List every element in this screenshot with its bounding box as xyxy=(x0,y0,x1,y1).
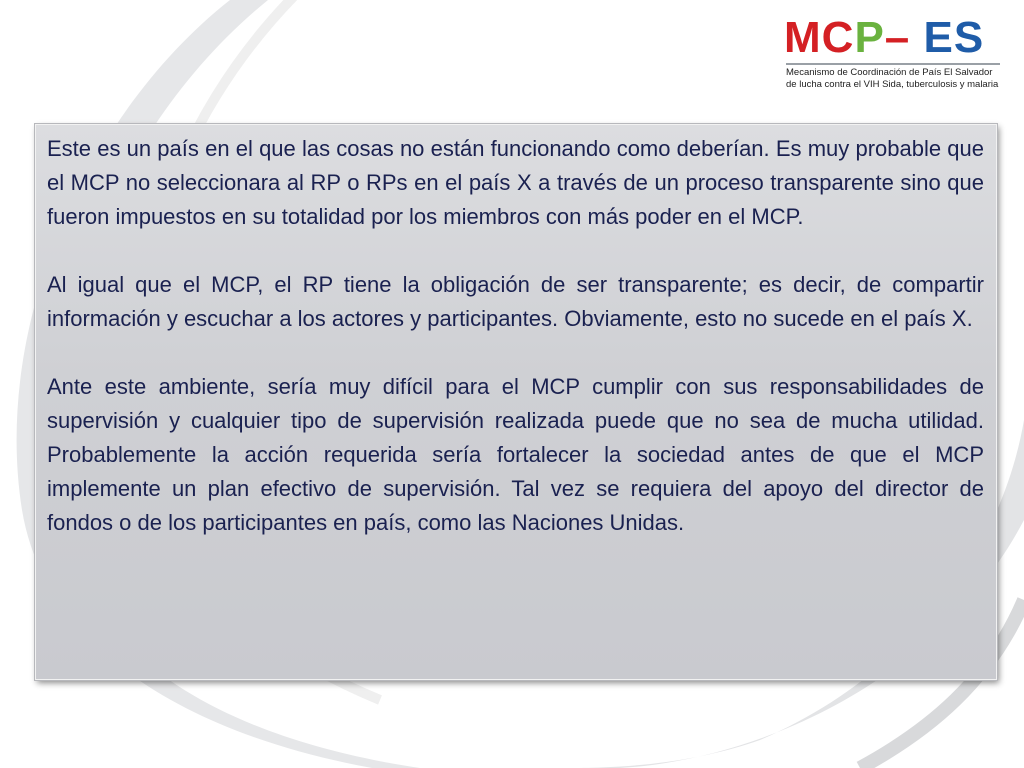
logo-mc: MC xyxy=(784,13,855,62)
paragraph-3: Ante este ambiente, sería muy difícil para el MCP cumplir con sus responsabilidades de supervisión y cualquier tipo de supervisión realizada puede que no sea de mucha utilidad. Probablemente la acción requerida sería fortalecer la sociedad antes de que el MCP implemente un plan efectivo de supervisión. Tal vez se requiera del apoyo del director de fondos o de los participantes en país, como las Naciones Unidas. xyxy=(47,374,984,535)
logo-p: P xyxy=(854,13,885,62)
mcp-es-logo xyxy=(784,14,1006,92)
text-panel xyxy=(35,124,997,680)
logo-subtitle xyxy=(786,67,1006,91)
logo-subtitle-line1: Mecanismo de Coordinación de País El Salvador xyxy=(786,67,993,78)
logo-subtitle-line2: de lucha contra el VIH Sida, tuberculosis y malaria xyxy=(786,79,999,90)
logo-dash: – xyxy=(884,13,911,62)
logo-es: ES xyxy=(923,13,985,62)
logo-divider xyxy=(786,63,1000,65)
paragraph-2: Al igual que el MCP, el RP tiene la obligación de ser transparente; es decir, de compartir información y escuchar a los actores y participantes. Obviamente, esto no sucede en el país X. xyxy=(47,272,984,331)
paragraph-1: Este es un país en el que las cosas no están funcionando como deberían. Es muy probable que el MCP no seleccionara al RP o RPs en el país X a través de un proceso transparente sino que fueron impuestos en su totalidad por los miembros con más poder en el MCP. xyxy=(47,136,984,229)
logo-title xyxy=(784,14,984,62)
